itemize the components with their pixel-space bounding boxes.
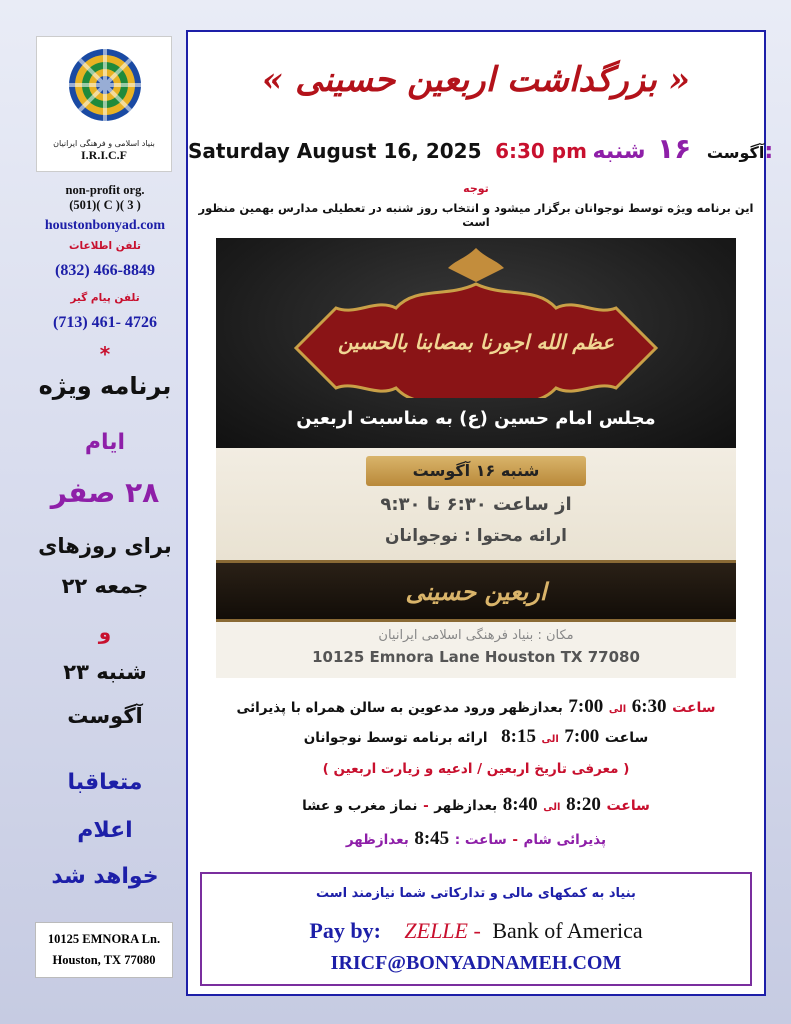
poster-content: ارائه محتوا : نوجوانان <box>385 526 567 546</box>
poster-strip <box>216 560 736 622</box>
poster-top <box>216 238 736 448</box>
announce-line-2: اعلام <box>77 818 133 843</box>
announce-line-1: متعاقبا <box>67 770 143 795</box>
for-days: برای روزهای <box>38 534 172 558</box>
pay-by-label: Pay by: <box>309 918 381 943</box>
donation-email[interactable]: IRICF@BONYADNAMEH.COM <box>330 952 622 974</box>
r2-label: ساعت <box>604 730 649 746</box>
r5-label: ساعت : <box>454 832 507 848</box>
schedule-row-2 <box>188 726 764 748</box>
date-english: Saturday August 16, 2025 <box>188 139 482 163</box>
poster-banner: مجلس امام حسین (ع) به مناسبت اربعین <box>296 408 656 429</box>
schedule-row-3: ( معرفی تاریخ اربعین / ادعیه و زیارت اربعین ) <box>322 761 630 777</box>
r1-text: بعدازظهر ورود مدعوین به سالن همراه با پذیرائی <box>236 700 563 716</box>
bank-name: Bank of America <box>492 918 643 943</box>
donation-heading: بنیاد به کمکهای مالی و تدارکاتی شما نیازمند است <box>316 886 636 901</box>
and-word: و <box>98 620 112 644</box>
poster-location <box>216 622 736 678</box>
r5-time: 8:45 <box>414 828 450 849</box>
r4-to: الی <box>543 802 561 813</box>
schedule-row-4 <box>188 794 764 816</box>
r1-to: الی <box>608 704 627 715</box>
date-row <box>188 132 774 165</box>
time-english: 6:30 pm <box>495 139 587 163</box>
iricf-logo <box>36 36 172 172</box>
date-persian-month: آگوست <box>706 143 765 162</box>
schedule-row-1 <box>188 696 764 718</box>
address-line-2: Houston, TX 77080 <box>52 953 156 967</box>
schedule-row-5 <box>188 828 764 850</box>
saturday-date: شنبه ۲۳ <box>63 660 147 684</box>
nonprofit-line: non-profit org. <box>65 183 145 197</box>
event-poster <box>216 238 736 678</box>
r4-mid: بعدازظهر <box>434 798 498 814</box>
sidebar <box>0 0 180 1024</box>
message-phone[interactable]: (713) 461- 4726 <box>53 314 157 331</box>
calligraphy-emblem <box>216 238 736 398</box>
note-body: این برنامه ویژه توسط نوجوانان برگزار میشود و انتخاب روز شنبه در تعطیلی مدارس بهمین منظور است <box>198 201 754 229</box>
website-link[interactable]: houstonbonyad.com <box>44 218 166 233</box>
program-title: برنامه ویژه <box>38 372 172 400</box>
date-persian-num: ۱۶ <box>657 132 692 165</box>
poster-location-address: 10125 Emnora Lane Houston TX 77080 <box>312 648 640 666</box>
r4-dash: - <box>423 798 429 814</box>
address-box <box>35 922 173 978</box>
r4-text: نماز مغرب و عشا <box>302 798 418 814</box>
r1-label: ساعت <box>672 700 716 716</box>
announce-line-3: خواهد شد <box>51 864 159 889</box>
poster-date-pill: شنبه ۱۶ آگوست <box>366 456 586 486</box>
r2-start: 7:00 <box>564 726 600 747</box>
r2-text: ارائه برنامه توسط نوجوانان <box>303 730 488 746</box>
r1-end: 7:00 <box>568 696 604 717</box>
poster-location-label: مکان : بنیاد فرهنگی اسلامی ایرانیان <box>378 628 574 643</box>
logo-abbr: I.R.I.C.F <box>80 148 127 162</box>
zelle-label: ZELLE - <box>404 918 481 943</box>
poster-details <box>216 448 736 560</box>
r5-text-1: پذیرائی شام <box>523 832 607 848</box>
month-name: آگوست <box>67 704 143 728</box>
address-line-1: 10125 EMNORA Ln. <box>47 932 161 946</box>
safar-date: ۲۸ صفر <box>50 476 160 509</box>
poster-calligraphy: عظم الله اجورنا بمصابنا بالحسین <box>337 330 615 354</box>
donation-box <box>200 872 752 986</box>
note-heading: توجه <box>463 182 489 195</box>
r4-label: ساعت <box>606 798 650 814</box>
r5-dash: - <box>512 832 518 848</box>
main-panel <box>186 30 774 996</box>
logo-caption: بنیاد اسلامی و فرهنگی ایرانیان <box>53 139 155 148</box>
payment-line <box>202 918 750 944</box>
friday-date: جمعه ۲۲ <box>61 574 149 598</box>
event-title: « بزرگداشت اربعین حسینی » <box>262 60 690 100</box>
r2-to: الی <box>541 734 559 745</box>
r1-start: 6:30 <box>631 696 667 717</box>
nonprofit-code: (501)( C )( 3 ) <box>69 198 141 212</box>
poster-strip-text: اربعین حسینی <box>405 577 547 606</box>
message-phone-label: تلفن پیام گیر <box>70 292 140 304</box>
asterisk: * <box>99 342 111 366</box>
r4-end: 8:40 <box>502 794 538 815</box>
r5-text-2: بعدازظهر <box>345 832 409 848</box>
days-label: ایام <box>84 430 126 455</box>
date-persian-day: شنبه: <box>592 139 774 164</box>
info-phone[interactable]: (832) 466-8849 <box>55 262 155 279</box>
star-pattern-icon <box>37 37 173 137</box>
r4-start: 8:20 <box>566 794 601 815</box>
info-phone-label: تلفن اطلاعات <box>68 240 142 252</box>
poster-time: از ساعت ۶:۳۰ تا ۹:۳۰ <box>380 494 572 515</box>
r2-end: 8:15 <box>501 726 536 747</box>
